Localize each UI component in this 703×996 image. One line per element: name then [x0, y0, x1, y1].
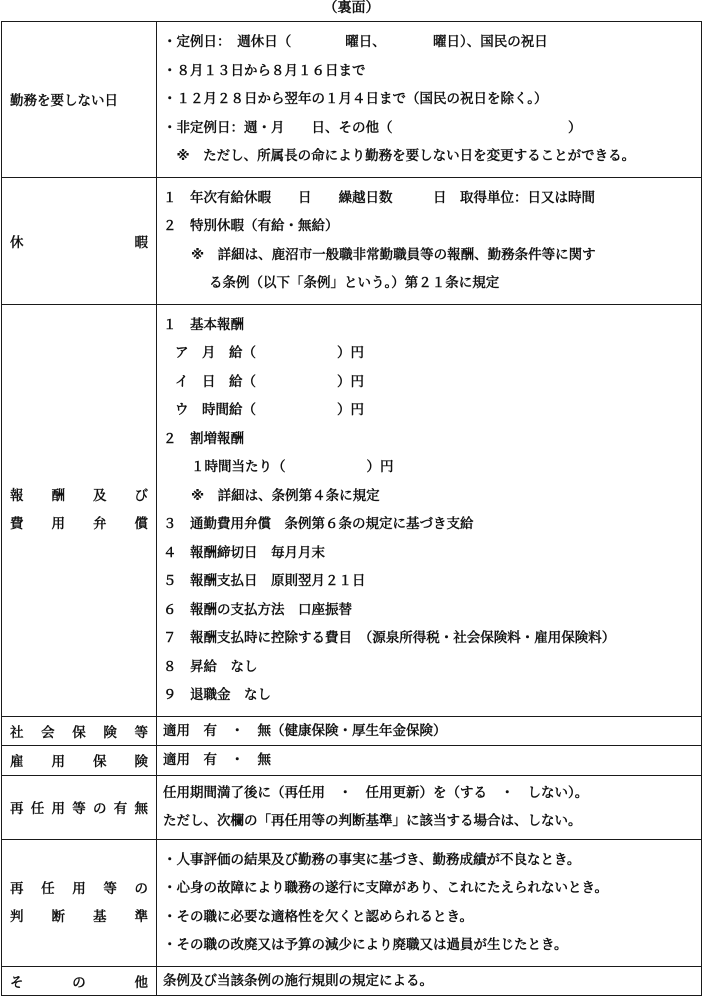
remuneration-line: ２ 割増報酬 — [163, 430, 244, 447]
page-heading: （裏面） — [323, 0, 380, 16]
criteria-item: ・心身の故障により職務の遂行に支障があり、これにたえられないとき。 — [163, 880, 608, 896]
row-social-insurance — [2, 716, 702, 746]
label-char: 用 — [51, 754, 65, 771]
label-char: 弁 — [93, 516, 107, 532]
content-remuneration — [157, 304, 702, 716]
label-char: 基 — [93, 908, 107, 925]
row-label-reappointment — [10, 797, 148, 817]
label-char: 及 — [93, 488, 107, 504]
remuneration-line: １ 基本報酬 — [163, 316, 244, 333]
label-char: そ — [10, 974, 24, 991]
social-insurance-text: 適用 有 ・ 無（健康保険・厚生年金保険） — [163, 722, 447, 739]
label-char: 社 — [10, 724, 24, 741]
non-working-days-note: ※ ただし、所属長の命により勤務を要しない日を変更することができる。 — [163, 148, 636, 164]
label-char: 有 — [113, 801, 128, 817]
label-char: 保 — [72, 724, 86, 741]
content-social-insurance — [157, 716, 702, 746]
label-char: 等 — [72, 801, 86, 817]
remuneration-line: ４ 報酬締切日 毎月月末 — [163, 544, 325, 561]
label-char: 険 — [103, 724, 117, 741]
content-employment-insurance — [157, 746, 702, 776]
leave-note: ※ 詳細は、鹿沼市一般職非常勤職員等の報酬、勤務条件等に関す — [191, 246, 596, 263]
row-reappointment — [2, 775, 702, 839]
label-cell-reappointment — [2, 775, 157, 839]
reappointment-line: 任用期間満了後に（再任用 ・ 任用更新）を（する ・ しない）。 — [163, 784, 589, 801]
remuneration-line: ウ 時間給（ ）円 — [175, 402, 364, 418]
label-char: 断 — [51, 908, 65, 925]
leave-line: ２ 特別休暇（有給・無給） — [163, 218, 339, 234]
label-char: 酬 — [51, 488, 65, 504]
other-text: 条例及び当該条例の施行規則の規定による。 — [163, 972, 433, 989]
label-cell-leave — [2, 177, 157, 304]
label-char: 険 — [134, 754, 148, 771]
label-char: 用 — [51, 801, 65, 817]
remuneration-line: ア 月 給（ ）円 — [175, 345, 364, 361]
criteria-item: ・その職に必要な適格性を欠くと認められるとき。 — [163, 908, 473, 925]
label-char: 任 — [41, 880, 55, 897]
label-char: 報 — [10, 488, 24, 504]
employment-insurance-text: 適用 有 ・ 無 — [163, 752, 271, 768]
content-leave — [157, 177, 702, 304]
remuneration-line: ７ 報酬支払時に控除する費目 （源泉所得税・社会保険料・雇用保険料） — [163, 630, 616, 646]
label-char: 費 — [10, 516, 24, 532]
label-cell-non-working-days — [2, 22, 157, 178]
label-char: 任 — [30, 801, 45, 817]
content-reappointment-criteria — [157, 839, 702, 966]
row-employment-insurance — [2, 746, 702, 776]
non-working-days-line: ・８月１３日から８月１６日まで — [163, 62, 366, 79]
label-char: 準 — [134, 908, 148, 925]
remuneration-line: ９ 退職金 なし — [163, 687, 271, 703]
label-char: 雇 — [10, 754, 24, 771]
content-non-working-days — [157, 22, 702, 178]
row-leave — [2, 177, 702, 304]
reappointment-line: ただし、次欄の「再任用等の判断基準」に該当する場合は、しない。 — [163, 813, 582, 829]
label-char: 保 — [93, 754, 107, 771]
label-char: 償 — [134, 516, 148, 532]
label-char: 会 — [41, 724, 55, 741]
criteria-item: ・その職の改廃又は予算の減少により廃職又は過員が生じたとき。 — [163, 937, 568, 953]
row-label-remuneration-line1 — [10, 482, 148, 510]
row-remuneration — [2, 304, 702, 716]
label-char: 用 — [72, 880, 86, 897]
row-label-other — [10, 971, 148, 991]
row-label-remuneration-line2 — [10, 510, 148, 538]
row-label-non-working-days: 勤務を要しない日 — [10, 93, 118, 110]
remuneration-note: ※ 詳細は、条例第４条に規定 — [191, 487, 380, 504]
employment-terms-table — [1, 21, 702, 996]
remuneration-line: イ 日 給（ ）円 — [175, 373, 364, 390]
label-char: 等 — [134, 724, 148, 741]
leave-line: １ 年次有給休暇 日 繰越日数 日 取得単位：日又は時間 — [163, 189, 595, 206]
label-char: 暇 — [134, 234, 148, 251]
label-char: 等 — [103, 880, 117, 897]
label-cell-reappointment-criteria — [2, 839, 157, 966]
non-working-days-line: ・１２月２８日から翌年の１月４日まで（国民の祝日を除く。） — [163, 91, 548, 107]
remuneration-line: ６ 報酬の支払方法 口座振替 — [163, 601, 352, 618]
non-working-days-line: ・非定例日：週・月 日、その他（ ） — [163, 119, 582, 136]
row-label-leave — [10, 231, 148, 251]
non-working-days-line: ・定例日： 週休日（ 曜日、 曜日）、国民の祝日 — [163, 34, 548, 50]
label-char: の — [93, 801, 107, 817]
row-non-working-days — [2, 22, 702, 178]
criteria-item: ・人事評価の結果及び勤務の事実に基づき、勤務成績が不良なとき。 — [163, 851, 581, 868]
row-label-social-insurance — [10, 721, 148, 741]
label-char: 再 — [10, 880, 24, 897]
label-char: 休 — [10, 234, 24, 251]
remuneration-line: ５ 報酬支払日 原則翌月２１日 — [163, 573, 366, 589]
remuneration-line: １時間当たり（ ）円 — [191, 459, 394, 475]
label-char: 用 — [51, 516, 65, 532]
remuneration-line: ３ 通勤費用弁償 条例第６条の規定に基づき支給 — [163, 516, 474, 532]
leave-note: る条例（以下「条例」という。）第２１条に規定 — [209, 275, 500, 291]
label-cell-employment-insurance — [2, 746, 157, 776]
row-other — [2, 966, 702, 996]
label-cell-remuneration — [2, 304, 157, 716]
label-cell-other — [2, 966, 157, 996]
label-char: び — [134, 488, 148, 504]
row-reappointment-criteria — [2, 839, 702, 966]
row-label-employment-insurance — [10, 750, 148, 770]
label-char: 判 — [10, 908, 24, 925]
label-char: 無 — [134, 801, 148, 817]
content-reappointment — [157, 775, 702, 839]
remuneration-line: ８ 昇給 なし — [163, 658, 258, 675]
row-label-criteria-line1 — [10, 875, 148, 903]
label-char: 他 — [134, 974, 148, 991]
label-char: の — [72, 974, 86, 991]
label-cell-social-insurance — [2, 716, 157, 746]
label-char: 再 — [10, 801, 24, 817]
content-other — [157, 966, 702, 996]
label-char: の — [134, 880, 148, 897]
row-label-criteria-line2 — [10, 903, 148, 931]
